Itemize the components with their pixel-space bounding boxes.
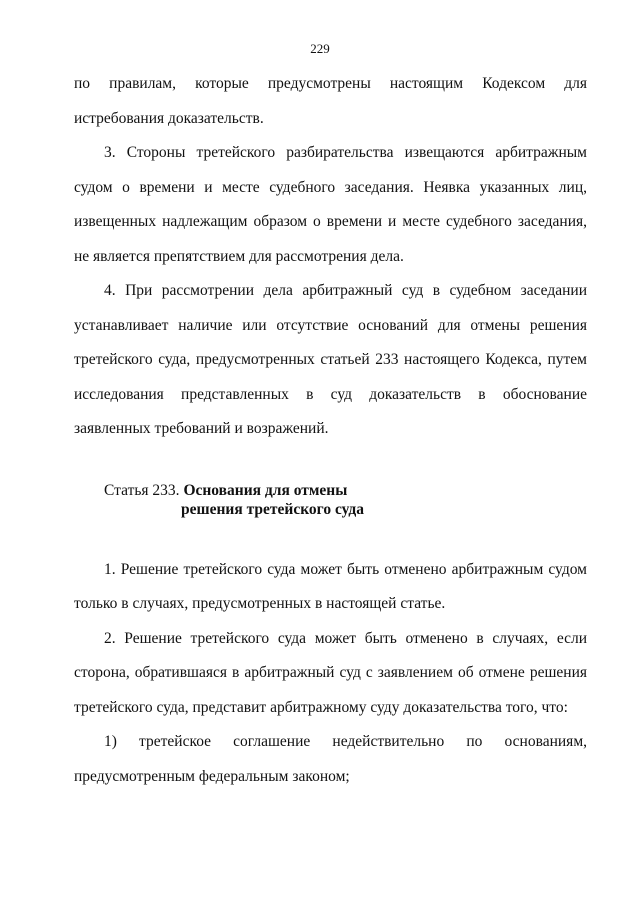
paragraph-point-4: 4. При рассмотрении дела арбитражный суд в судебном заседании устанавливает наличие или отсутствие оснований для отмены решения третейского суда, предусмотренных статьей 233 настоящего Кодекса, путем исследования представленных в суд доказательств в обоснование заявленных требований и возражений.: [74, 282, 587, 437]
article-title-line-1: Основания для отмены: [183, 481, 348, 499]
paragraph-point-3: 3. Стороны третейского разбирательства извещаются арбитражным судом о времени и месте судебного заседания. Неявка указанных лиц, извещенных надлежащим образом о времени и месте судебного заседания, не является препятствием для рассмотрения дела.: [74, 144, 587, 265]
article-heading: [74, 481, 587, 519]
article-subpoint-1: 1) третейское соглашение недействительно по основаниям, предусмотренным федеральным законом;: [74, 733, 587, 785]
article-point-2: 2. Решение третейского суда может быть отменено в случаях, если сторона, обратившаяся в арбитражный суд с заявлением об отмене решения третейского суда, представит арбитражному суду доказательства того, что:: [74, 629, 587, 716]
article-heading-line-1: [104, 481, 587, 500]
document-body: [74, 67, 587, 794]
paragraph-continuation: по правилам, которые предусмотрены настоящим Кодексом для истребования доказательств.: [74, 75, 587, 127]
article-point-1: 1. Решение третейского суда может быть отменено арбитражным судом только в случаях, предусмотренных в настоящей статье.: [74, 560, 587, 612]
article-title-line-2: решения третейского суда: [181, 500, 364, 518]
page-number: 229: [310, 41, 330, 56]
article-number: Статья 233.: [104, 481, 184, 499]
